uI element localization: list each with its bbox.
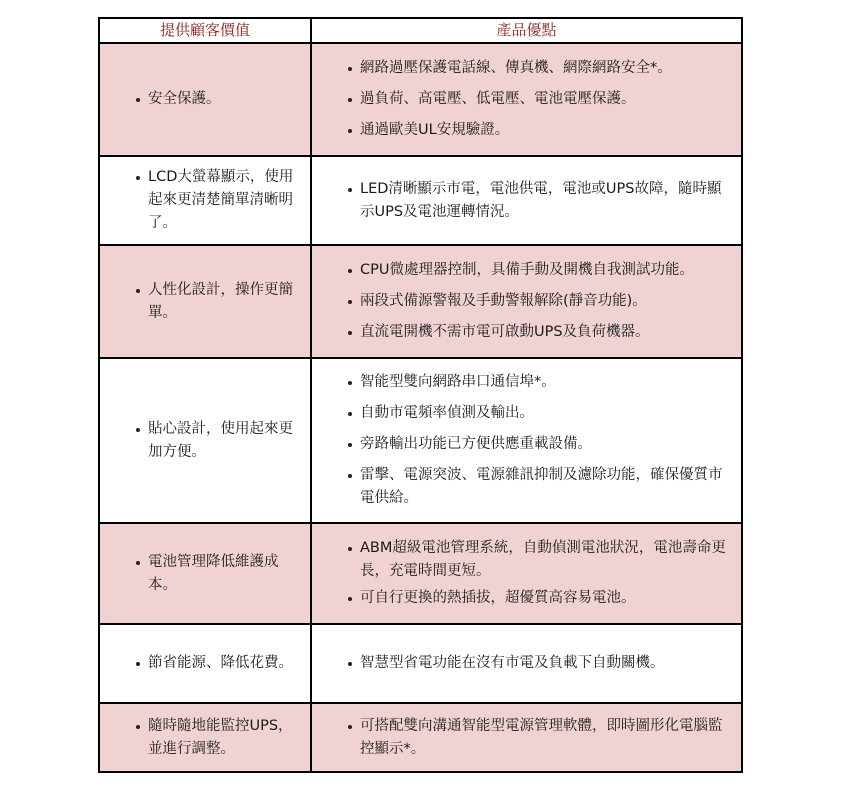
advantage-item: 雷擊、電源突波、電源雜訊抑制及濾除功能，確保優質市電供給。 [360,464,729,510]
advantages-cell [311,245,742,358]
advantage-item: 智能型雙向網路串口通信埠*。 [360,371,729,394]
value-text: 節省能源、降低花費。 [148,652,296,675]
advantages-cell [311,358,742,523]
advantage-item: 直流電開機不需市電可啟動UPS及負荷機器。 [360,321,729,344]
advantage-item: LED清晰顯示市電，電池供電，電池或UPS故障，隨時顯示UPS及電池運轉情況。 [360,178,729,224]
table-row [99,358,742,523]
advantage-item: 智慧型省電功能在沒有市電及負載下自動關機。 [360,652,729,675]
table-row [99,703,742,772]
advantage-item: 可搭配雙向溝通智能型電源管理軟體，即時圖形化電腦監控顯示*。 [360,715,729,761]
customer-value-table [98,17,743,773]
advantage-item: CPU微處理器控制，具備手動及開機自我測試功能。 [360,259,729,282]
advantage-item: 過負荷、高電壓、低電壓、電池電壓保護。 [360,88,729,111]
advantage-item: 可自行更換的熱插拔，超優質高容易電池。 [360,587,729,610]
value-text: 貼心設計，使用起來更加方便。 [148,418,296,464]
value-cell [99,358,311,523]
advantage-item: 旁路輸出功能已方便供應重載設備。 [360,433,729,456]
advantages-cell [311,624,742,703]
advantages-cell [311,156,742,245]
value-text: 隨時隨地能監控UPS，並進行調整。 [148,715,296,761]
advantage-item: 網路過壓保護電話線、傳真機、網際網路安全*。 [360,57,729,80]
advantages-cell [311,43,742,156]
value-cell [99,703,311,772]
value-cell [99,624,311,703]
value-cell [99,156,311,245]
value-text: 安全保護。 [148,88,296,111]
table-header-row [99,18,742,43]
table-row [99,624,742,703]
value-cell [99,43,311,156]
table-row [99,245,742,358]
value-text: 人性化設計，操作更簡單。 [148,279,296,325]
advantages-cell [311,703,742,772]
table-row [99,523,742,624]
advantage-item: 通過歐美UL安規驗證。 [360,119,729,142]
table-row [99,43,742,156]
table-row [99,156,742,245]
advantage-item: 兩段式備源警報及手動警報解除(靜音功能)。 [360,290,729,313]
header-product-advantages: 產品優點 [311,18,742,43]
header-customer-value: 提供顧客價值 [99,18,311,43]
value-cell [99,245,311,358]
value-text: LCD大螢幕顯示，使用起來更清楚簡單清晰明了。 [148,166,296,235]
value-text: 電池管理降低維護成本。 [148,551,296,597]
advantages-cell [311,523,742,624]
advantage-item: ABM超級電池管理系統，自動偵測電池狀況，電池壽命更長，充電時間更短。 [360,537,729,583]
value-cell [99,523,311,624]
advantage-item: 自動市電頻率偵測及輸出。 [360,402,729,425]
